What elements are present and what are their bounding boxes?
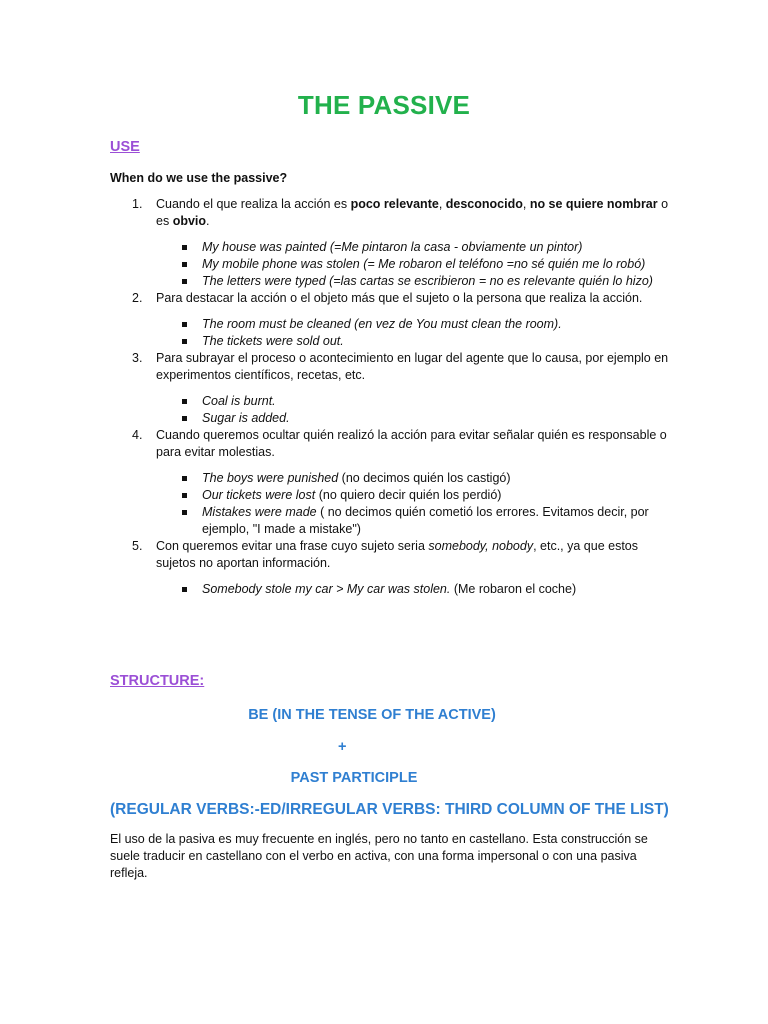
use-list [110,196,670,598]
example-item: My mobile phone was stolen (= Me robaron el teléfono =no sé quién me lo robó) [156,256,670,273]
example-item: Somebody stole my car > My car was stolen. (Me robaron el coche) [156,581,670,598]
item-text: Para subrayar el proceso o acontecimiento en lugar del agente que lo causa, por ejemplo en experimentos científicos, recetas, etc. [156,351,669,382]
example-item: Mistakes were made ( no decimos quién cometió los errores. Evitamos decir, por ejemplo, "I made a mistake") [156,504,670,538]
example-item: The boys were punished (no decimos quién los castigó) [156,470,670,487]
example-item: The letters were typed (=las cartas se escribieron = no es relevante quién lo hizo) [156,273,670,290]
example-item: My house was painted (=Me pintaron la casa - obviamente un pintor) [156,239,670,256]
item-text: Para destacar la acción o el objeto más que el sujeto o la persona que realiza la acción. [156,291,643,305]
example-item: Sugar is added. [156,410,670,427]
item-number: 5. [132,539,143,553]
item-text: Cuando el que realiza la acción es poco relevante, desconocido, no se quiere nombrar o es obvio. [156,197,669,228]
item-number: 2. [132,291,143,305]
example-list [156,316,670,350]
item-number: 4. [132,428,143,442]
structure-line-verbs: (REGULAR VERBS:-ED/IRREGULAR VERBS: THIRD COLUMN OF THE LIST) [110,801,669,818]
closing-paragraph: El uso de la pasiva es muy frecuente en inglés, pero no tanto en castellano. Esta construcción se suele traducir en castellano con el verbo en activa, con una forma impersonal o con una pasiva refleja. [110,832,648,880]
page-title: THE PASSIVE [297,90,471,120]
example-item: The tickets were sold out. [156,333,670,350]
structure-plus: + [338,739,347,755]
example-list [156,239,670,290]
example-item: Our tickets were lost (no quiero decir quién los perdió) [156,487,670,504]
list-item [110,427,670,538]
example-item: The room must be cleaned (en vez de You must clean the room). [156,316,670,333]
item-text: Con queremos evitar una frase cuyo sujeto seria somebody, nobody, etc., ya que estos sujetos no aportan información. [156,539,638,570]
list-item [110,196,670,290]
item-number: 3. [132,351,143,365]
item-text: Cuando queremos ocultar quién realizó la acción para evitar señalar quién es responsable o para evitar molestias. [156,428,667,459]
list-item [110,350,670,427]
structure-heading: STRUCTURE: [110,673,205,689]
example-list [156,470,670,538]
example-list [156,393,670,427]
use-heading: USE [110,139,140,155]
example-item: Coal is burnt. [156,393,670,410]
list-item [110,538,670,598]
item-number: 1. [132,197,143,211]
structure-line-be: BE (IN THE TENSE OF THE ACTIVE) [248,707,496,723]
structure-line-participle: PAST PARTICIPLE [290,770,418,786]
list-item [110,290,670,350]
example-list [156,581,670,598]
question-text: When do we use the passive? [110,171,288,185]
